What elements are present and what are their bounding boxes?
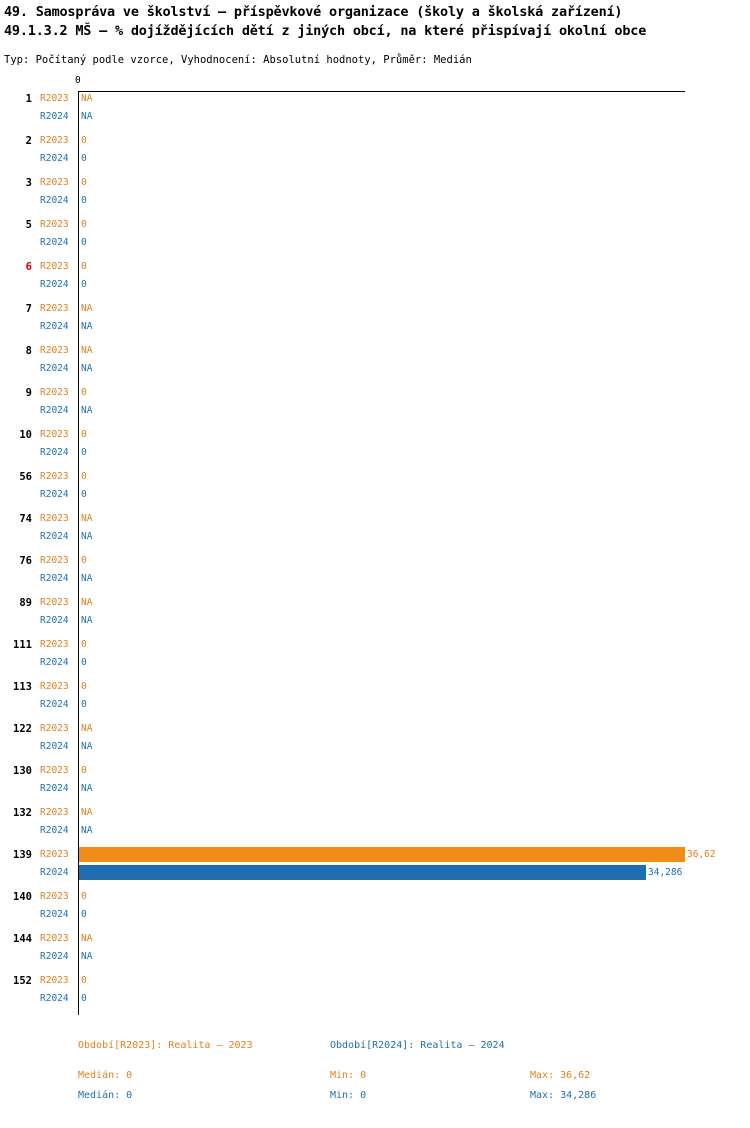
- bar-group: [0, 679, 750, 721]
- category-label: 140: [13, 891, 32, 903]
- series-label-2023: R2023: [40, 765, 69, 776]
- series-label-2023: R2023: [40, 471, 69, 482]
- bar-row: [0, 133, 750, 151]
- bar-row: [0, 847, 750, 865]
- series-label-2024: R2024: [40, 363, 69, 374]
- bar-group: [0, 931, 750, 973]
- category-label: 139: [13, 849, 32, 861]
- category-label: 74: [19, 513, 32, 525]
- series-label-2024: R2024: [40, 447, 69, 458]
- bar-row: [0, 805, 750, 823]
- series-label-2024: R2024: [40, 153, 69, 164]
- series-label-2023: R2023: [40, 849, 69, 860]
- bar-value-2024: NA: [81, 825, 93, 836]
- bar-row: [0, 361, 750, 379]
- bar-value-2024: 0: [81, 489, 87, 500]
- bar-group: [0, 217, 750, 259]
- bar-row: [0, 343, 750, 361]
- bar-row: [0, 151, 750, 169]
- bar-value-2024: NA: [81, 363, 93, 374]
- bar-row: [0, 469, 750, 487]
- category-label: 76: [19, 555, 32, 567]
- min-2023: Min: 0: [330, 1070, 367, 1081]
- series-label-2024: R2024: [40, 909, 69, 920]
- axis-zero-label: 0: [75, 75, 81, 86]
- bar-row: [0, 319, 750, 337]
- category-label: 3: [25, 177, 32, 189]
- category-label: 56: [19, 471, 32, 483]
- bar-value-2024: NA: [81, 741, 93, 752]
- header-block: [0, 0, 750, 41]
- bar-row: [0, 487, 750, 505]
- bar-group: [0, 175, 750, 217]
- category-label: 144: [13, 933, 32, 945]
- legend-series-row: [0, 1040, 750, 1060]
- series-label-2024: R2024: [40, 741, 69, 752]
- bar-group: [0, 259, 750, 301]
- series-label-2024: R2024: [40, 237, 69, 248]
- legend-stats-row-2023: [0, 1070, 750, 1090]
- bar-value-2024: 34,286: [648, 867, 683, 878]
- bar-group: [0, 973, 750, 1015]
- bar-group: [0, 469, 750, 511]
- bar-group: [0, 763, 750, 805]
- bar-group: [0, 805, 750, 847]
- series-label-2023: R2023: [40, 345, 69, 356]
- bar-group: [0, 721, 750, 763]
- chart-area: [0, 75, 750, 1004]
- median-2024: Medián: 0: [78, 1090, 133, 1101]
- bar-value-2024: 0: [81, 279, 87, 290]
- bar-value-2023: 0: [81, 261, 87, 272]
- series-label-2023: R2023: [40, 681, 69, 692]
- bar-2024: [79, 865, 646, 880]
- series-label-2023: R2023: [40, 723, 69, 734]
- bar-group: [0, 637, 750, 679]
- category-label: 89: [19, 597, 32, 609]
- bar-value-2023: 0: [81, 555, 87, 566]
- bar-value-2024: NA: [81, 573, 93, 584]
- bar-value-2023: NA: [81, 723, 93, 734]
- series-label-2024: R2024: [40, 825, 69, 836]
- bar-group: [0, 595, 750, 637]
- bar-row: [0, 907, 750, 925]
- bar-row: [0, 529, 750, 547]
- bar-row: [0, 595, 750, 613]
- bar-group: [0, 385, 750, 427]
- series-label-2024: R2024: [40, 279, 69, 290]
- series-label-2024: R2024: [40, 321, 69, 332]
- bar-row: [0, 721, 750, 739]
- bar-group: [0, 889, 750, 931]
- series-label-2023: R2023: [40, 597, 69, 608]
- bar-group: [0, 343, 750, 385]
- bar-value-2023: 0: [81, 135, 87, 146]
- category-label: 130: [13, 765, 32, 777]
- series-label-2024: R2024: [40, 657, 69, 668]
- series-label-2024: R2024: [40, 531, 69, 542]
- legend-stats-row-2024: [0, 1090, 750, 1110]
- category-label: 1: [25, 93, 32, 105]
- bar-row: [0, 235, 750, 253]
- bar-value-2024: 0: [81, 699, 87, 710]
- series-label-2023: R2023: [40, 555, 69, 566]
- max-2023: Max: 36,62: [530, 1070, 591, 1081]
- category-label: 2: [25, 135, 32, 147]
- bar-value-2023: 0: [81, 891, 87, 902]
- median-2023: Medián: 0: [78, 1070, 133, 1081]
- bar-row: [0, 91, 750, 109]
- category-label: 7: [25, 303, 32, 315]
- bar-row: [0, 553, 750, 571]
- series-label-2023: R2023: [40, 177, 69, 188]
- bar-value-2023: NA: [81, 933, 93, 944]
- report-subtitle: Typ: Počítaný podle vzorce, Vyhodnocení: Absolutní hodnoty, Průměr: Medián: [4, 54, 472, 66]
- bar-row: [0, 781, 750, 799]
- bar-group: [0, 301, 750, 343]
- series-label-2024: R2024: [40, 111, 69, 122]
- series-label-2024: R2024: [40, 993, 69, 1004]
- bar-value-2024: NA: [81, 531, 93, 542]
- bar-value-2023: NA: [81, 513, 93, 524]
- min-2024: Min: 0: [330, 1090, 367, 1101]
- bar-2023: [79, 847, 685, 862]
- bar-value-2023: 0: [81, 765, 87, 776]
- bar-value-2024: NA: [81, 951, 93, 962]
- category-label: 122: [13, 723, 32, 735]
- bar-value-2024: NA: [81, 615, 93, 626]
- bar-group: [0, 511, 750, 553]
- bar-row: [0, 403, 750, 421]
- bar-value-2024: NA: [81, 321, 93, 332]
- bar-row: [0, 175, 750, 193]
- bar-value-2024: NA: [81, 111, 93, 122]
- bar-row: [0, 109, 750, 127]
- category-label: 113: [13, 681, 32, 693]
- bar-row: [0, 637, 750, 655]
- report-title-line-1: 49. Samospráva ve školství – příspěvkové organizace (školy a školská zařízení): [4, 4, 623, 20]
- category-label: 132: [13, 807, 32, 819]
- category-label: 9: [25, 387, 32, 399]
- category-label: 111: [13, 639, 32, 651]
- bar-row: [0, 763, 750, 781]
- bar-value-2023: 0: [81, 219, 87, 230]
- bar-row: [0, 865, 750, 883]
- series-label-2023: R2023: [40, 639, 69, 650]
- bar-value-2024: 0: [81, 993, 87, 1004]
- series-label-2023: R2023: [40, 261, 69, 272]
- category-label: 6: [25, 261, 32, 273]
- series-label-2023: R2023: [40, 891, 69, 902]
- max-2024: Max: 34,286: [530, 1090, 597, 1101]
- bar-value-2024: 0: [81, 447, 87, 458]
- category-label: 152: [13, 975, 32, 987]
- series-label-2024: R2024: [40, 615, 69, 626]
- bar-value-2023: 36,62: [687, 849, 716, 860]
- report-title-line-2: 49.1.3.2 MŠ – % dojíždějících dětí z jiných obcí, na které přispívají okolní obce: [4, 23, 647, 39]
- bar-row: [0, 739, 750, 757]
- chart-legend: [0, 1040, 750, 1110]
- series-label-2024: R2024: [40, 489, 69, 500]
- bar-group: [0, 91, 750, 133]
- bar-row: [0, 427, 750, 445]
- bar-value-2023: NA: [81, 807, 93, 818]
- bar-row: [0, 193, 750, 211]
- series-label-2023: R2023: [40, 303, 69, 314]
- bar-row: [0, 697, 750, 715]
- series-label-2023: R2023: [40, 807, 69, 818]
- series-label-2024: R2024: [40, 195, 69, 206]
- bar-row: [0, 277, 750, 295]
- series-label-2023: R2023: [40, 975, 69, 986]
- series-label-2024: R2024: [40, 573, 69, 584]
- legend-item-2023: Období[R2023]: Realita – 2023: [78, 1040, 253, 1051]
- series-label-2023: R2023: [40, 135, 69, 146]
- bar-value-2023: NA: [81, 345, 93, 356]
- bar-row: [0, 511, 750, 529]
- bar-row: [0, 949, 750, 967]
- bar-value-2024: 0: [81, 237, 87, 248]
- bar-row: [0, 889, 750, 907]
- bar-row: [0, 259, 750, 277]
- bar-value-2023: 0: [81, 975, 87, 986]
- bar-row: [0, 973, 750, 991]
- series-label-2024: R2024: [40, 405, 69, 416]
- bar-row: [0, 385, 750, 403]
- bar-value-2023: 0: [81, 177, 87, 188]
- legend-item-2024: Období[R2024]: Realita – 2024: [330, 1040, 505, 1051]
- bar-value-2023: 0: [81, 639, 87, 650]
- bar-value-2023: 0: [81, 387, 87, 398]
- bar-row: [0, 823, 750, 841]
- bar-row: [0, 613, 750, 631]
- bar-value-2023: 0: [81, 471, 87, 482]
- bar-row: [0, 301, 750, 319]
- bar-group: [0, 553, 750, 595]
- bar-value-2024: 0: [81, 909, 87, 920]
- bar-value-2023: NA: [81, 303, 93, 314]
- bar-row: [0, 571, 750, 589]
- bar-row: [0, 445, 750, 463]
- bar-value-2024: 0: [81, 195, 87, 206]
- bar-row: [0, 991, 750, 1009]
- category-label: 5: [25, 219, 32, 231]
- bar-row: [0, 679, 750, 697]
- category-label: 8: [25, 345, 32, 357]
- bar-value-2023: NA: [81, 597, 93, 608]
- series-label-2023: R2023: [40, 93, 69, 104]
- category-label: 10: [19, 429, 32, 441]
- bar-value-2023: 0: [81, 429, 87, 440]
- bar-row: [0, 931, 750, 949]
- bar-group: [0, 427, 750, 469]
- bar-value-2023: 0: [81, 681, 87, 692]
- bar-value-2024: 0: [81, 153, 87, 164]
- series-label-2024: R2024: [40, 699, 69, 710]
- bar-rows-container: [0, 91, 750, 1015]
- bar-value-2024: NA: [81, 405, 93, 416]
- bar-value-2024: NA: [81, 783, 93, 794]
- series-label-2024: R2024: [40, 783, 69, 794]
- series-label-2023: R2023: [40, 513, 69, 524]
- bar-group: [0, 847, 750, 889]
- series-label-2024: R2024: [40, 867, 69, 878]
- series-label-2023: R2023: [40, 933, 69, 944]
- series-label-2023: R2023: [40, 429, 69, 440]
- bar-value-2024: 0: [81, 657, 87, 668]
- series-label-2024: R2024: [40, 951, 69, 962]
- series-label-2023: R2023: [40, 219, 69, 230]
- bar-value-2023: NA: [81, 93, 93, 104]
- bar-group: [0, 133, 750, 175]
- bar-row: [0, 655, 750, 673]
- series-label-2023: R2023: [40, 387, 69, 398]
- bar-row: [0, 217, 750, 235]
